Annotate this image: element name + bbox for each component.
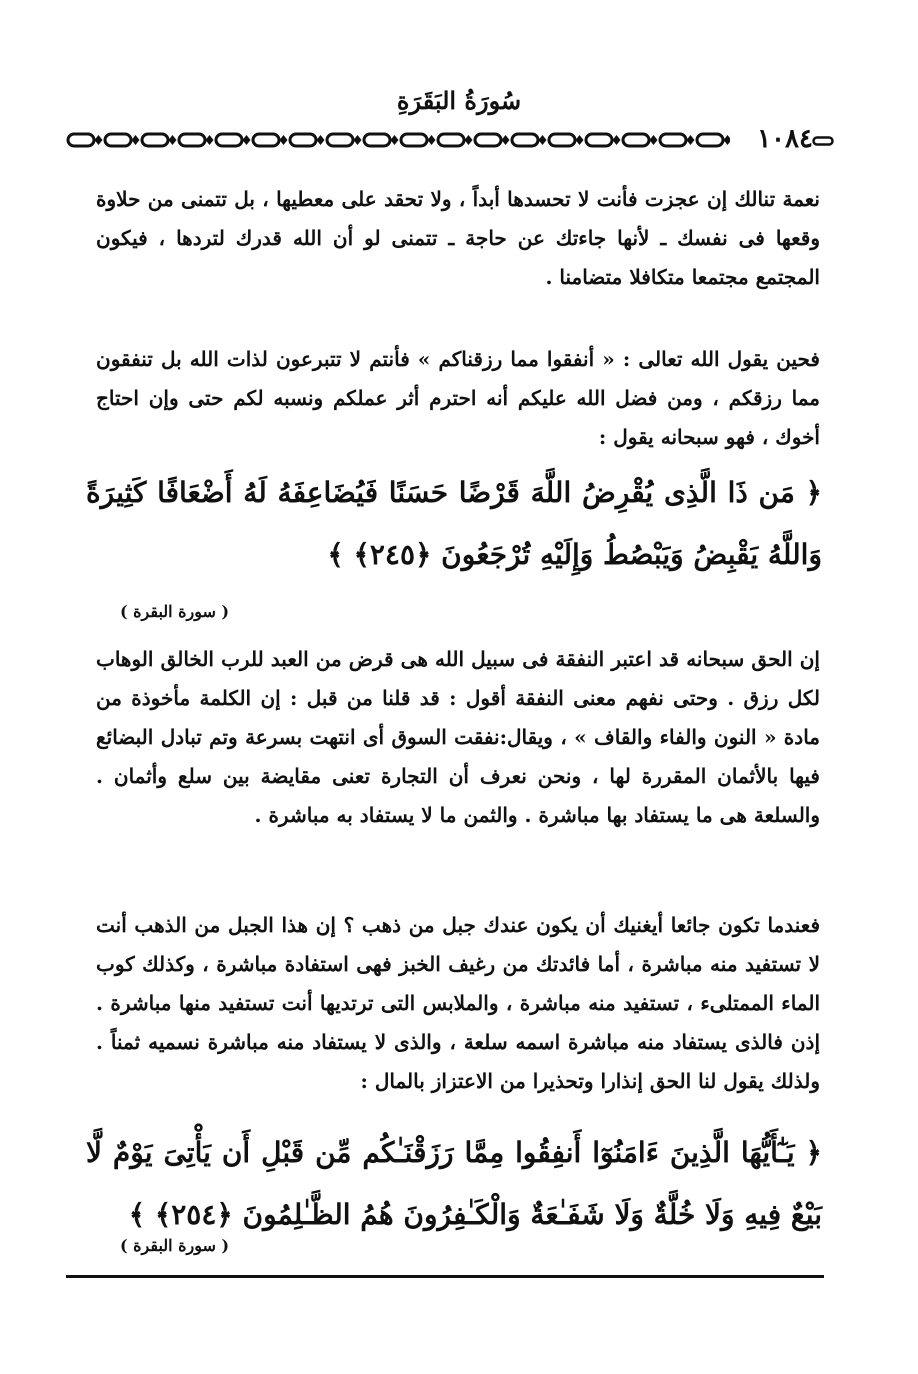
surah-header-title: سُورَةُ البَقَرَةِ <box>396 86 522 115</box>
quran-verse-1: ﴿ مَن ذَا الَّذِى يُقْرِضُ اللَّهَ قَرْضًا حَسَنًا فَيُضَاعِفَهُ لَهُ أَضْعَافًا كَثِيرَةً وَاللَّهُ يَقْبِضُ وَيَبْصُطُ وَإِلَيْهِ تُرْجَعُونَ ﴿٢٤٥﴾ ﴾ <box>86 476 822 571</box>
paragraph-1: نعمة تنالك إن عجزت فأنت لا تحسدها أبداً ، ولا تحقد على معطيها ، بل تتمنى من حلاوة وقعها فى نفسك ـ لأنها جاءتك عن حاجة ـ تتمنى لو أن الله قدرك لتردها ، فيكون المجتمع مجتمعا متكافلا متضامنا . <box>96 187 820 289</box>
paragraph-2: فحين يقول الله تعالى : « أنفقوا مما رزقناكم » فأنتم لا تتبرعون لذات الله بل تنفقون مما رزقكم ، ومن فضل الله عليكم أنه احترم أثر عملكم ونسبه لكم حتى وإن احتاج أخوك ، فهو سبحانه يقول : <box>96 347 820 449</box>
quran-verse-2: ﴿ يَـٰٓأَيُّهَا الَّذِينَ ءَامَنُوٓا أَنفِقُوا مِمَّا رَزَقْنَـٰكُم مِّن قَبْلِ أَن يَأْتِىَ يَوْمٌ لَّا بَيْعٌ فِيهِ وَلَا خُلَّةٌ وَلَا شَفَـٰعَةٌ وَالْكَـٰفِرُونَ هُمُ الظَّـٰلِمُونَ ﴿٢٥٤﴾ ﴾ <box>86 1136 822 1231</box>
page-number: ١٠٨٤ <box>757 124 813 154</box>
ornamental-border <box>66 130 730 150</box>
verse-source-2: ( سورة البقرة ) <box>120 1236 230 1255</box>
paragraph-3: إن الحق سبحانه قد اعتبر النفقة فى سبيل الله هى قرض من العبد للرب الخالق الوهاب لكل رزق . وحتى نفهم معنى النفقة أقول : قد قلنا من قبل : إن الكلمة مأخوذة من مادة « النون والفاء والقاف » ، ويقال:نفقت السوق أى انتهت بسرعة وتم تبادل البضائع فيها بالأثمان المقررة لها ، ونحن نعرف أن التجارة تعنى مقايضة بين سلع وأثمان . والسلعة هى ما يستفاد بها مباشرة . والثمن ما لا يستفاد به مباشرة . <box>96 647 820 827</box>
bottom-rule <box>66 1275 824 1278</box>
verse-source-1: ( سورة البقرة ) <box>120 602 230 621</box>
paragraph-4: فعندما تكون جائعا أيغنيك أن يكون عندك جبل من ذهب ؟ إن هذا الجبل من الذهب أنت لا تستفيد منه مباشرة ، أما فائدتك من رغيف الخبز فهى استفادة مباشرة ، وكذلك كوب الماء الممتلىء ، تستفيد منه مباشرة ، والملابس التى ترتديها أنت تستفيد منها مباشرة . إذن فالذى يستفاد منه مباشرة اسمه سلعة ، والذى لا يستفاد منه مباشرة نسميه ثمناً . ولذلك يقول لنا الحق إنذارا وتحذيرا من الاعتزاز بالمال : <box>96 913 821 1093</box>
